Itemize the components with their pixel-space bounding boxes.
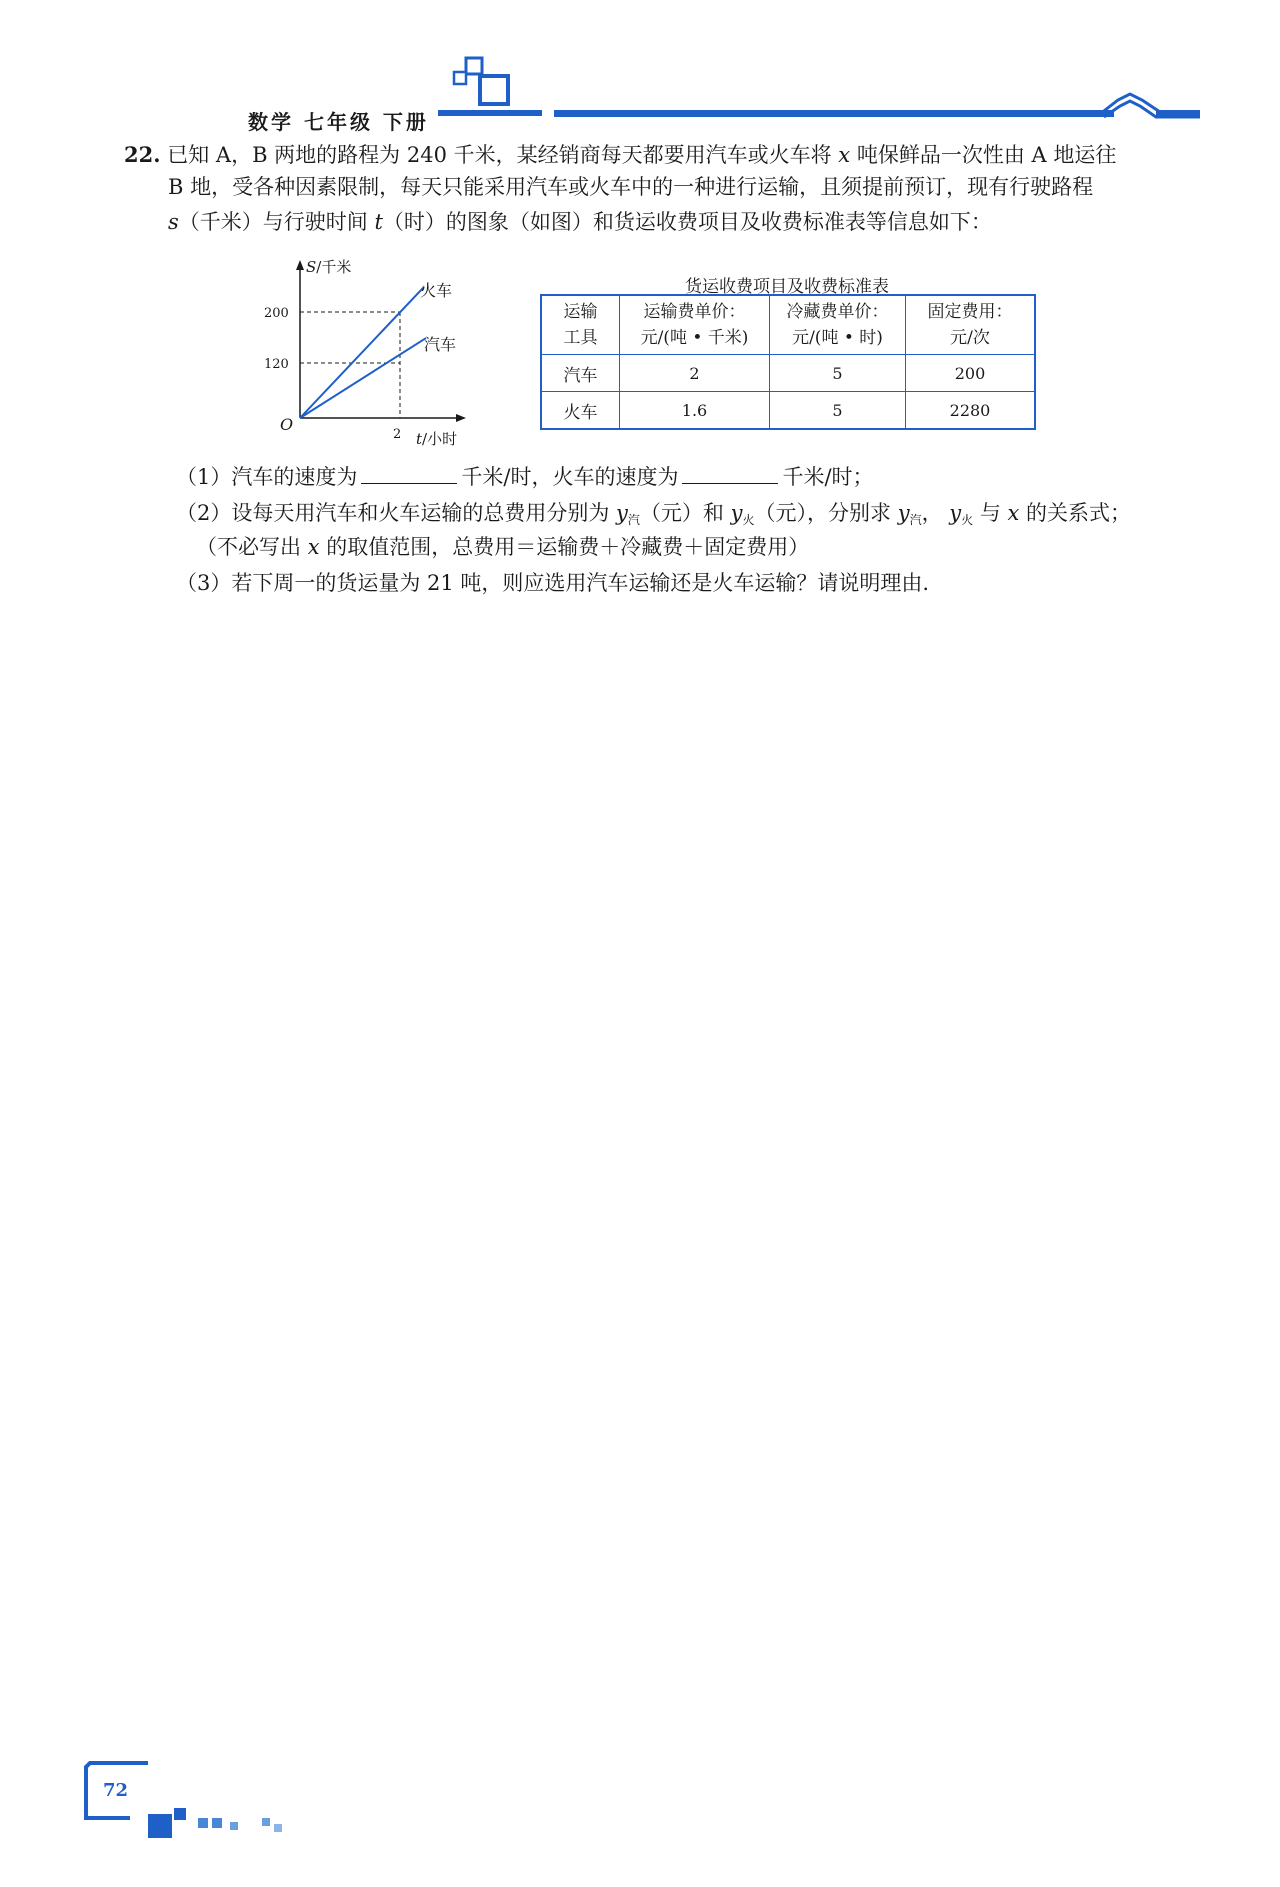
header-fixed-fee: 固定费用： 元/次 xyxy=(906,295,1036,355)
row-car-tool: 汽车 xyxy=(541,355,620,392)
header-tool: 运输 工具 xyxy=(541,295,620,355)
y-axis-label: S/千米 xyxy=(306,258,352,276)
x-tick-2: 2 xyxy=(393,427,402,442)
page-number: 72 xyxy=(103,1780,129,1801)
part-2-note: （不必写出 x 的取值范围，总费用＝运输费＋冷藏费＋固定费用） xyxy=(196,535,810,559)
y-tick-200: 200 xyxy=(264,306,289,321)
header-transport-fee: 运输费单价： 元/(吨 • 千米) xyxy=(620,295,770,355)
question-number: 22. xyxy=(124,142,161,167)
row-car-trans: 2 xyxy=(620,355,770,392)
book-title: 数学 七年级 下册 xyxy=(248,110,429,134)
header-cold-storage-fee: 冷藏费单价： 元/(吨 • 时) xyxy=(770,295,906,355)
part-3: （3）若下周一的货运量为 21 吨，则应选用汽车运输还是火车运输？请说明理由. xyxy=(176,571,930,595)
origin-label: O xyxy=(280,415,294,434)
row-train-trans: 1.6 xyxy=(620,392,770,430)
row-train-tool: 火车 xyxy=(541,392,620,430)
car-label: 汽车 xyxy=(424,335,457,354)
question-intro-line1: 22. 已知 A，B 两地的路程为 240 千米，某经销商每天都要用汽车或火车将 x 吨保鲜品一次性由 A 地运往 xyxy=(124,142,1117,167)
part-2: （2）设每天用汽车和火车运输的总费用分别为 $y_汽$（元）和 $y_火$（元），分别求 $y_汽$， $y_火$ 与 x 的关系式； xyxy=(176,501,1132,527)
row-train-fixed: 2280 xyxy=(906,392,1036,430)
table-caption: 货运收费项目及收费标准表 xyxy=(685,277,889,297)
x-axis-label: t/小时 xyxy=(416,430,458,448)
train-label: 火车 xyxy=(420,281,453,300)
question-intro-line2: B 地，受各种因素限制，每天只能采用汽车或火车中的一种进行运输，且须提前预订，现有行驶路程 xyxy=(168,175,1094,199)
question-intro-line3: s（千米）与行驶时间 t（时）的图象（如图）和货运收费项目及收费标准表等信息如下： xyxy=(168,210,992,234)
row-car-fixed: 200 xyxy=(906,355,1036,392)
part-1: （1）汽车的速度为 千米/时，火车的速度为 千米/时； xyxy=(176,465,874,489)
row-car-cold: 5 xyxy=(770,355,906,392)
row-train-cold: 5 xyxy=(770,392,906,430)
y-tick-120: 120 xyxy=(264,357,289,372)
